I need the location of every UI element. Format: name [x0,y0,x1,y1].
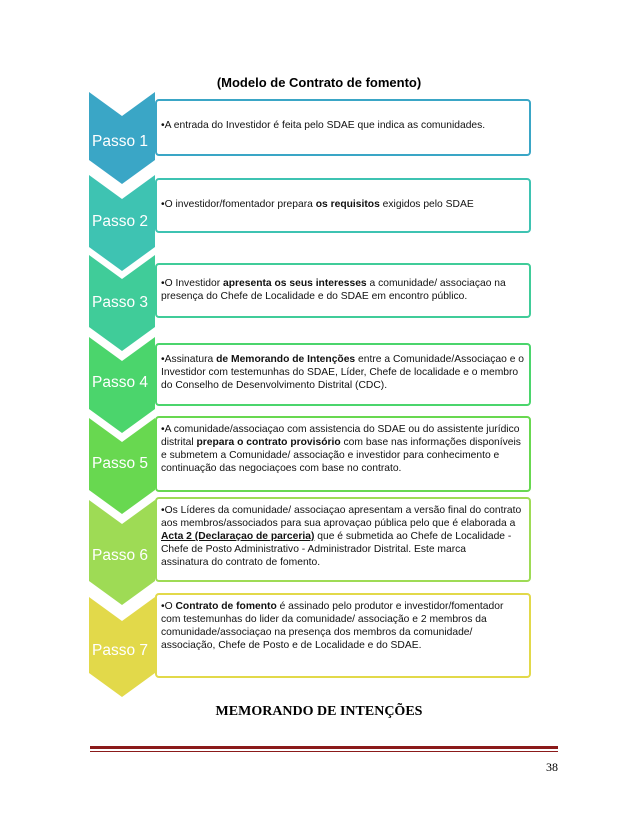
step-5-line [161,462,522,475]
step-7-label: Passo 7 [92,642,149,659]
step-text-segment: de Memorando de Intenções [216,354,356,365]
step-2-line [161,198,522,211]
step-text-segment: •A entrada do Investidor é feita pelo SDAE que indica as comunidades. [161,120,486,131]
step-6-line [161,543,522,556]
step-text-segment: a comunidade/ associaçao na [366,278,506,289]
step-text-segment: continuação das negociaçoes com base no contrato. [161,463,402,474]
footer-rule-thin [90,751,558,752]
step-7-line [161,639,522,652]
step-text-segment: distrital [161,437,197,448]
step-text-segment: prepara o contrato provisório [196,437,341,448]
step-4-description [155,343,531,406]
step-6-label: Passo 6 [92,547,149,564]
step-7-description [155,593,531,678]
step-text-segment: comunidade/associaçao na presença dos membros da comunidade/ [161,627,473,638]
step-6-line [161,504,522,517]
step-6-description [155,497,531,582]
step-text-segment: Contrato de fomento [175,601,277,612]
step-text-segment: •A comunidade/associaçao com assistencia do SDAE ou do assistente jurídico [161,424,520,435]
step-1-label: Passo 1 [92,133,149,150]
page-number: 38 [546,760,558,774]
step-4-label: Passo 4 [92,374,149,391]
step-text-segment: Acta 2 (Declaraçao de parceria) [161,531,315,542]
page-title: (Modelo de Contrato de fomento) [216,75,422,90]
step-6-line [161,517,522,530]
step-text-segment: é assinado pelo produtor e investidor/fomentador [276,601,504,612]
step-7-line [161,613,522,626]
memo-heading: MEMORANDO DE INTENÇÕES [215,704,423,719]
step-text-segment: com testemunhas do lider da comunidade/ associação e 2 membros da [161,614,487,625]
step-text-segment: •O [161,601,176,612]
step-4-line [161,366,522,379]
step-text-segment: aos membros/associados para sua aprovaçao pública pelo que é elaborada a [161,518,516,529]
step-5-line [161,449,522,462]
step-text-segment: •O Investidor [161,278,223,289]
step-text-segment: com base nas informações disponíveis [340,437,521,448]
step-text-segment: •O investidor/fomentador prepara [161,199,316,210]
step-3-description [155,263,531,318]
step-text-segment: assinatura do contrato de fomento. [161,557,321,568]
footer-rule-thick [90,746,558,749]
step-5-line [161,436,522,449]
step-3-line [161,277,522,290]
step-text-segment: e submetem a Comunidade/ associação e investidor para conhecimento e [161,450,500,461]
step-text-segment: •Assinatura [161,354,217,365]
step-text-segment: •Os Líderes da comunidade/ associaçao apresentam a versão final do contrato [161,505,522,516]
step-text-segment: que é submetida ao Chefe de Localidade - [314,531,512,542]
step-text-segment: do Conselho de Desenvolvimento Distrital (CDC). [161,380,388,391]
step-7-line [161,600,522,613]
step-text-segment: exigidos pelo SDAE [379,199,474,210]
step-5-description [155,416,531,492]
step-3-label: Passo 3 [92,294,149,311]
step-6-line [161,556,522,569]
step-text-segment: associação, Chefe de Posto e de Localidade e do SDAE. [161,640,422,651]
step-text-segment: presença do Chefe de Localidade e do SDAE em encontro público. [161,291,468,302]
step-1-description [155,99,531,156]
step-3-line [161,290,522,303]
step-text-segment: entre a Comunidade/Associaçao e o [355,354,525,365]
step-text-segment: Chefe de Posto Administrativo - Administrador Distrital. Este marca [161,544,467,555]
step-6-line [161,530,522,543]
step-text-segment: os requisitos [315,199,380,210]
step-text-segment: Investidor com testemunhas do SDAE, Líder, Chefe de localidade e o membro [161,367,519,378]
step-2-label: Passo 2 [92,213,149,230]
step-7-line [161,626,522,639]
step-4-line [161,379,522,392]
step-text-segment: apresenta os seus interesses [222,278,367,289]
step-2-description [155,178,531,233]
step-1-line [161,119,522,132]
step-4-line [161,353,525,366]
step-5-line [161,423,522,436]
step-5-label: Passo 5 [92,455,149,472]
